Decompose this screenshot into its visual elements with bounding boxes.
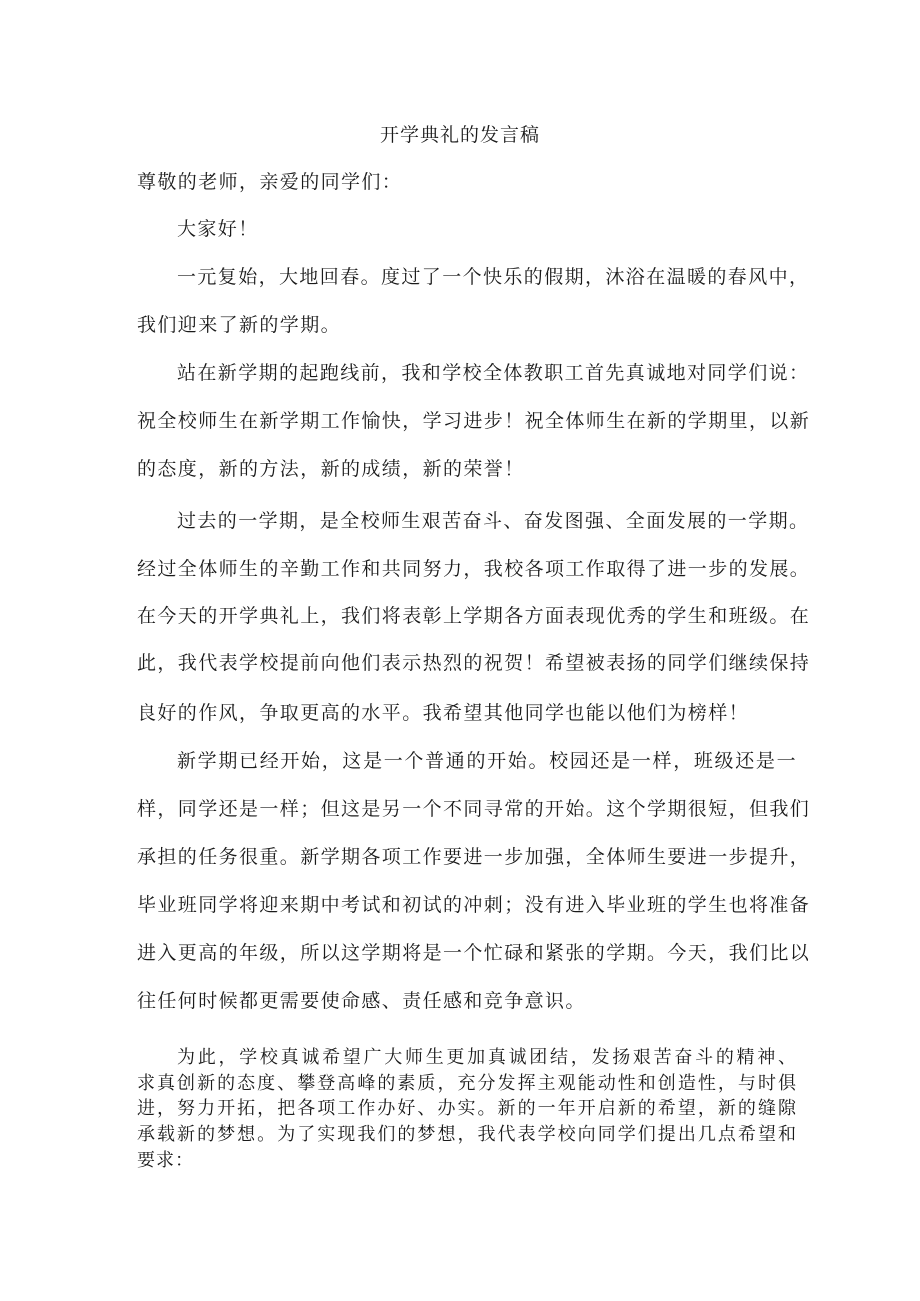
paragraph-line: 为此，学校真诚希望广大师生更加真诚团结，发扬艰苦奋斗的精神、 bbox=[177, 1047, 797, 1068]
document-title: 开学典礼的发言稿 bbox=[379, 124, 540, 146]
paragraph-line: 承担的任务很重。新学期各项工作要进一步加强，全体师生要进一步提升， bbox=[137, 846, 811, 868]
paragraph-line: 样，同学还是一样；但这是另一个不同寻常的开始。这个学期很短，但我们 bbox=[137, 798, 811, 820]
paragraph-line: 在今天的开学典礼上，我们将表彰上学期各方面表现优秀的学生和班级。在 bbox=[137, 605, 811, 627]
paragraph-line: 经过全体师生的辛勤工作和共同努力，我校各项工作取得了进一步的发展。 bbox=[137, 558, 811, 580]
paragraph-line: 毕业班同学将迎来期中考试和初试的冲刺；没有进入毕业班的学生也将准备 bbox=[137, 894, 811, 916]
paragraph-line: 往任何时候都更需要使命感、责任感和竞争意识。 bbox=[137, 990, 586, 1012]
paragraph-line: 我们迎来了新的学期。 bbox=[137, 314, 342, 336]
paragraph-line: 求真创新的态度、攀登高峰的素质，充分发挥主观能动性和创造性，与时俱 bbox=[137, 1073, 797, 1094]
paragraph-line: 的态度，新的方法，新的成绩，新的荣誉！ bbox=[137, 458, 525, 480]
paragraph-line: 良好的作风，争取更高的水平。我希望其他同学也能以他们为榜样！ bbox=[137, 702, 750, 724]
paragraph-line: 站在新学期的起跑线前，我和学校全体教职工首先真诚地对同学们说： bbox=[177, 362, 810, 384]
salutation-line: 尊敬的老师，亲爱的同学们： bbox=[137, 171, 403, 193]
paragraph-line: 此，我代表学校提前向他们表示热烈的祝贺！希望被表扬的同学们继续保持 bbox=[137, 652, 811, 674]
paragraph-line: 进入更高的年级，所以这学期将是一个忙碌和紧张的学期。今天，我们比以 bbox=[137, 942, 811, 964]
paragraph-line: 过去的一学期，是全校师生艰苦奋斗、奋发图强、全面发展的一学期。 bbox=[177, 510, 810, 532]
paragraph-line: 进，努力开拓，把各项工作办好、办实。新的一年开启新的希望，新的缝隙 bbox=[137, 1098, 797, 1119]
paragraph-line: 一元复始，大地回春。度过了一个快乐的假期，沐浴在温暖的春风中， bbox=[177, 266, 810, 288]
paragraph-line: 新学期已经开始，这是一个普通的开始。校园还是一样，班级还是一 bbox=[177, 750, 797, 772]
paragraph-line: 承载新的梦想。为了实现我们的梦想，我代表学校向同学们提出几点希望和 bbox=[137, 1124, 797, 1145]
paragraph-line: 祝全校师生在新学期工作愉快，学习进步！祝全体师生在新的学期里，以新 bbox=[137, 410, 811, 432]
paragraph-line: 要求： bbox=[137, 1150, 194, 1171]
greeting-line: 大家好！ bbox=[177, 218, 259, 240]
